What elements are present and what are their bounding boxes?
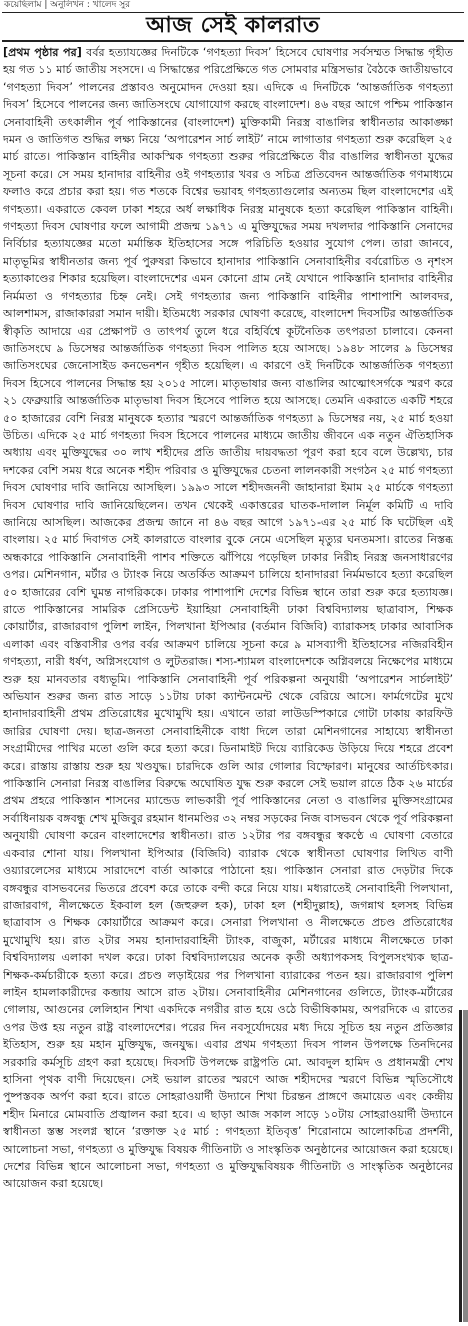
continuation-label: [প্রথম পৃষ্ঠার পর]: [3, 46, 82, 59]
article-column: [3, 44, 453, 1322]
page-edge-shadow: [463, 1010, 468, 1322]
page-edge-rule: [459, 1010, 462, 1322]
header-strip: কয়েছিলাম | অনুলিখন : খালেদ সুর: [4, 0, 131, 10]
article-text: বর্বর হত্যাযজ্ঞের দিনটিকে ‘গণহত্যা দিবস’ হিসেবে ঘোষণার সর্বসম্মত সিদ্ধান্ত গৃহীত হয় গত ১১ মার্চ জাতীয় সংসদে। এ সিদ্ধান্তের পরিপ্রেক্ষিতে গত সোমবার মন্ত্রিসভার বৈঠকে জাতীয়ভাবে ‘গণহত্যা দিবস’ পালনের প্রস্তাবও অনুমোদন দেওয়া হয়। এদিকে এ দিনটিকে ‘আন্তর্জাতিক গণহত্যা দিবস’ হিসেবে পালনের জন্য জাতিসংঘে যোগাযোগ করছে বাংলাদেশ। ৪৬ বছর আগে পশ্চিম পাকিস্তান সেনাবাহিনী তৎকালীন পূর্ব পাকিস্তানের (বাংলাদেশ) মুক্তিকামী নিরস্ত্র বাঙালির স্বাধীনতার আকাঙ্ক্ষা দমন ও জাতিগত শুদ্ধির লক্ষ্য নিয়ে ‘অপারেশন সার্চ লাইট’ নামে লাগাতার গণহত্যা শুরু করেছিল ২৫ মার্চ রাতে। পাকিস্তান বাহিনীর আকস্মিক গণহত্যা শুরুর পরিপ্রেক্ষিতে বীর বাঙালির স্বাধীনতা যুদ্ধের সূচনা করে। সে সময় হানাদার বাহিনীর ওই গণহত্যার খবর ও সচিত্র প্রতিবেদন আন্তর্জাতিক গণমাধ্যমে ফলাও করে প্রচার করা হয়। গত শতকে বিশ্বের ভয়াবহ গণহত্যাগুলোর অন্যতম ছিল বাংলাদেশের এই গণহত্যা। একরাতে কেবল ঢাকা শহরে অর্ধ লক্ষাধিক নিরস্ত্র মানুষকে হত্যা করেছিল পাকিস্তান বাহিনী। গণহত্যা দিবস ঘোষণার ফলে আগামী প্রজন্ম ১৯৭১ এ মুক্তিযুদ্ধের সময় দখলদার পাকিস্তানি সেনাদের নির্বিচার হত্যাযজ্ঞের মতো মর্মান্তিক ইতিহাসের সঙ্গে পরিচিতি হওয়ার সুযোগ পেল। তারা জানবে, মাতৃভূমির স্বাধীনতার জন্য পূর্ব পুরুষরা কিভাবে হানাদার পাকিস্তানি সেনাবাহিনীর বর্বরোচিত ও নৃশংস হত্যাকাণ্ডের শিকার হয়েছিল। বাংলাদেশের এমন কোনো গ্রাম নেই যেখানে পাকিস্তানি হানাদার বাহিনীর নির্মমতা ও গণহত্যার চিহ্ন নেই। সেই গণহত্যার জন্য পাকিস্তানি বাহিনীর পাশাপাশি আলবদর, আলশামস, রাজাকাররা সমান দায়ী। ইতিমধ্যে সরকার ঘোষণা করেছে, বাংলাদেশ দিবসটির আন্তর্জাতিক স্বীকৃতি আদায়ে এর প্রেক্ষাপট ও তাৎপর্য তুলে ধরে বহির্বিশ্বে কূটনৈতিক তৎপরতা চালাবে। কেননা জাতিসংঘে ৯ ডিসেম্বর আন্তর্জাতিক গণহত্যা দিবস পালিত হয়ে আসছে। ১৯৪৮ সালের ৯ ডিসেম্বর জাতিসংঘের জেনোসাইড কনভেনশন গৃহীত হয়েছিল। এ কারণে ওই দিনটিকে আন্তর্জাতিক গণহত্যা দিবস হিসেবে পালনের সিদ্ধান্ত হয় ২০১৫ সালে। মাতৃভাষার জন্য বাঙালির আত্মোৎসর্গকে স্মরণ করে ২১ ফেব্রুয়ারি আন্তর্জাতিক মাতৃভাষা দিবস হিসেবে পালিত হয়ে আসছে। তেমনি একরাতে একটি শহরে ৫০ হাজারের বেশি নিরস্ত্র মানুষকে হত্যার স্মরণে আন্তর্জাতিক গণহত্যা ৯ ডিসেম্বর নয়, ২৫ মার্চ হওয়া উচিত। এদিকে ২৫ মার্চ গণহত্যা দিবস হিসেবে পালনের মাধ্যমে জাতীয় জীবনে এক নতুন ঐতিহাসিক অধ্যায় এবং মুক্তিযুদ্ধের ৩০ লাখ শহীদের প্রতি জাতীয় দায়বদ্ধতা পূরণ করা হবে বলে উল্লেখ্য, চার দশকের বেশি সময় ধরে অনেক শহীদ পরিবার ও মুক্তিযুদ্ধের চেতনা লালনকারী সংগঠন ২৫ মার্চ গণহত্যা দিবস ঘোষণার দাবি জানিয়ে আসছিল। ১৯৯৩ সালে শহীদজননী জাহানারা ইমাম ২৫ মার্চকে গণহত্যা দিবস ঘোষণার দাবি জানিয়েছিলেন। তখন থেকেই একাত্তরের ঘাতক-দালাল নির্মূল কমিটি এ দাবি জানিয়ে আসছিল। আজকের প্রজন্ম জানে না ৪৬ বছর আগে ১৯৭১-এর ২৫ মার্চ কি ঘটেছিল এই বাংলায়। ২৫ মার্চ দিবাগত সেই কালরাতে বাংলার বুকে নেমে এসেছিল মৃত্যুর ঘনতমসা। রাতের নিস্তব্ধ অন্ধকারে পাকিস্তানি সেনাবাহিনী পাশব শক্তিতে ঝাঁপিয়ে পড়েছিল ঢাকার নিরীহ নিরস্ত্র জনসাধারণের ওপর। মেশিনগান, মর্টার ও ট্যাংক নিয়ে অতর্কিত আক্রমণ চালিয়ে হানাদাররা নির্মমভাবে হত্যা করেছিল ৫০ হাজারের বেশি ঘুমন্ত নাগরিককে। ঢাকার পাশাপাশি দেশের বিভিন্ন স্থানে তারা শুরু করে হত্যাযজ্ঞ। রাতে পাকিস্তানের সামরিক প্রেসিডেন্ট ইয়াহিয়া সেনাবাহিনী ঢাকা বিশ্ববিদ্যালয় ছাত্রাবাস, শিক্ষক কোয়ার্টার, রাজারবাগ পুলিশ লাইন, পিলখানা ইপিআর (বর্তমান বিজিবি) ব্যারাকসহ ঢাকার আবাসিক এলাকা এবং বস্তিবাসীর ওপর বর্বর আক্রমণ চালিয়ে সূচনা করে ৯ মাসব্যাপী ইতিহাসের নজিরবিহীন গণহত্যা, নারী ধর্ষণ, অগ্নিসংযোগ ও লুটতরাজ। শস্য-শ্যামল বাংলাদেশকে অগ্নিবলয়ে নিক্ষেপের মাধ্যমে শুরু হয় মানবতার বধ্যভূমি। পাকিস্তানি সেনাবাহিনী পূর্ব পরিকল্পনা অনুযায়ী ‘অপারেশন সার্চলাইট’ অভিযান শুরুর জন্য রাত সাড়ে ১১টায় ঢাকা ক্যান্টনমেন্ট থেকে বেরিয়ে আসে। ফার্মগেটের মুখে হানাদারবাহিনী প্রথম প্রতিরোধের মুখোমুখি হয়। এখানে তারা লাউডস্পিকারে গোটা ঢাকায় কারফিউ জারির ঘোষণা দেয়। ছাত্র-জনতা সেনাবাহিনীকে বাধা দিলে তারা মেশিনগানের সাহায্যে স্বাধীনতা সংগ্রামীদের পাখির মতো গুলি করে হত্যা করে। ডিনামাইট দিয়ে ব্যারিকেড উড়িয়ে দিয়ে শহরে প্রবেশ করে। রাস্তায় রাস্তায় শুরু হয় খণ্ডযুদ্ধ। চারদিকে গুলি আর গোলার বিস্ফোরণ। মানুষের আর্তচিৎকার। পাকিস্তানি সেনারা নিরস্ত্র বাঙালির বিরুদ্ধে অঘোষিত যুদ্ধ শুরু করলে সেই ভয়াল রাতে ঠিক ২৬ মার্চের প্রথম প্রহরে পাকিস্তান শাসনের ম্যান্ডেড লাভকারী পূর্ব পাকিস্তানের নেতা ও বাঙালির মুক্তিসংগ্রামের সর্বাধিনায়ক বঙ্গবন্ধু শেখ মুজিবুর রহমান ধানমণ্ডির ৩২ নম্বর সড়কের নিজ বাসভবন থেকে পূর্ব পরিকল্পনা অনুযায়ী ঘোষণা করেন বাংলাদেশের স্বাধীনতা। রাত ১২টার পর বঙ্গবন্ধুর স্বকণ্ঠে এ ঘোষণা বেতারে একবার শোনা যায়। পিলখানা ইপিআর (বিজিবি) ব্যারাক থেকে স্বাধীনতা ঘোষণার লিখিত বাণী ওয়্যারলেসের মাধ্যমে সারাদেশে বার্তা আকারে পাঠানো হয়। পাকিস্তান সেনারা রাত দেড়টার দিকে বঙ্গবন্ধুর বাসভবনের ভিতরে প্রবেশ করে তাকে বন্দী করে নিয়ে যায়। মধ্যরাতেই সেনাবাহিনী পিলখানা, রাজারবাগ, নীলক্ষেতে ইকবাল হল (জহুরুল হক), ঢাকা হল (শহীদুল্লাহ), জগন্নাথ হলসহ বিভিন্ন ছাত্রাবাস ও শিক্ষক কোয়ার্টারে আক্রমণ করে। সেনারা পিলখানা ও নীলক্ষেতে প্রচণ্ড প্রতিরোধের মুখোমুখি হয়। রাত ২টার সময় হানাদারবাহিনী ট্যাংক, বাজুকা, মর্টারের মাধ্যমে নীলক্ষেতে ঢাকা বিশ্ববিদ্যালয় এলাকা দখল করে। ঢাকা বিশ্ববিদ্যালয়ের অনেক কৃতী অধ্যাপকসহ বিপুলসংখ্যক ছাত্র-শিক্ষক-কর্মচারীকে হত্যা করে। প্রচণ্ড লড়াইয়ের পর পিলখানা ব্যারাকের পতন হয়। রাজারবাগ পুলিশ লাইন হামলাকারীদের কব্জায় আসে রাত ২টায়। সেনাবাহিনীর মেশিনগানের গুলিতে, ট্যাংক-মর্টারের গোলায়, আগুনের লেলিহান শিখা একদিকে নগরীর রাত হয়ে ওঠে বিভীষিকাময়, অপরদিকে এ রাতের ওপর উপ্ত হয় নতুন রাষ্ট্র বাংলাদেশের। পরের দিন নবসূর্যোদয়ের মধ্য দিয়ে সূচিত হয় নতুন প্রতিজ্ঞার ইতিহাস, শুরু হয় মহান মুক্তিযুদ্ধ, জনযুদ্ধ। এবার প্রথম গণহত্যা দিবস পালন উপলক্ষে তিনদিনের সরকারি কর্মসূচি গ্রহণ করা হয়েছে। দিবসটি উপলক্ষে রাষ্ট্রপতি মো. আবদুল হামিদ ও প্রধানমন্ত্রী শেখ হাসিনা পৃথক বাণী দিয়েছেন। সেই ভয়াল রাতের স্মরণে আজ শহীদদের স্মরণে বিভিন্ন স্মৃতিসৌধে পুষ্পস্তবক অর্পণ করা হবে। রাতে সোহরাওয়ার্দী উদ্যানে শিখা চিরন্তন প্রাঙ্গণে জমায়েত এবং কেন্দ্রীয় শহীদ মিনারে মোমবাতি প্রজ্বালন করা হবে। এ ছাড়া আজ সকাল সাড়ে ১০টায় সোহরাওয়ার্দী উদ্যানে স্বাধীনতা স্তম্ভ সংলগ্ন স্থানে ‘রক্তাক্ত ২৫ মার্চ : গণহত্যা ইতিবৃত্ত’ শিরোনামে আলোকচিত্র প্রদর্শনী, আলোচনা সভা, গণহত্যা ও মুক্তিযুদ্ধ বিষয়ক গীতিনাট্য ও সাংস্কৃতিক অনুষ্ঠানের আয়োজন করা হয়েছে। দেশের বিভিন্ন স্থানে আলোচনা সভা, গণহত্যা ও মুক্তিযুদ্ধবিষয়ক গীতিনাট্য ও সাংস্কৃতিক অনুষ্ঠানের আয়োজন করা হয়েছে।: [3, 46, 453, 1191]
headline-box: [2, 12, 464, 42]
headline: আজ সেই কালরাত: [146, 13, 320, 38]
article-body: [3, 44, 453, 1193]
